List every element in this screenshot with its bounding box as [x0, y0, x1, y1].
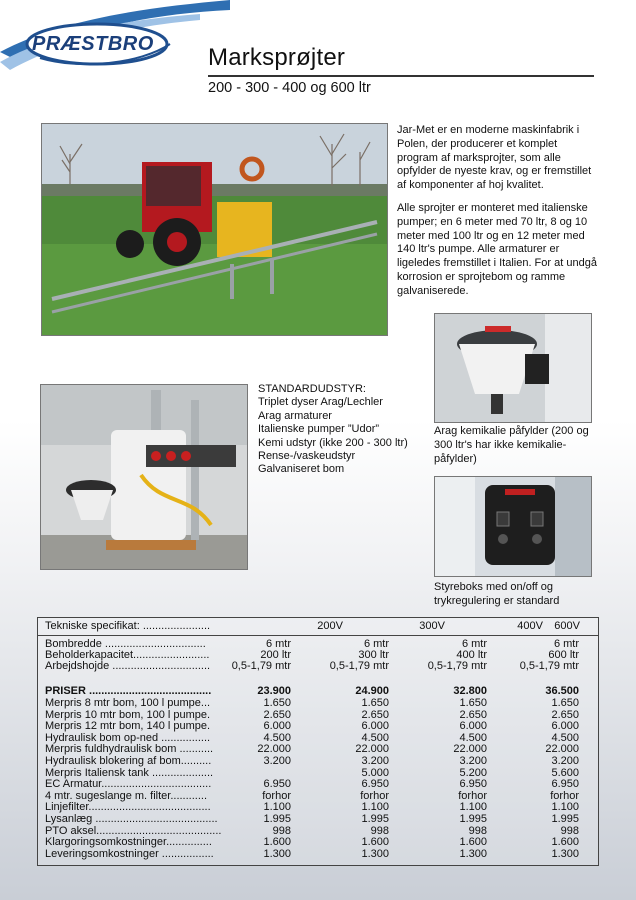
page-subtitle: 200 - 300 - 400 og 600 ltr	[208, 80, 371, 96]
row-label: EC Armatur....................................	[45, 779, 212, 791]
row-value-col-2: 4.500	[361, 731, 389, 744]
row-value-col-3: 22.000	[453, 743, 487, 756]
row-label: Beholderkapacitet.........................	[45, 650, 210, 662]
chemical-filler-caption: Arag kemikalie påfylder (200 og 300 ltr's har ikke kemikalie-påfylder)	[434, 425, 589, 465]
row-value-col-2: 1.300	[361, 847, 389, 860]
table-row	[38, 802, 598, 814]
row-value-col-2: 2.650	[361, 708, 389, 721]
row-value-col-3: 1.300	[459, 847, 487, 860]
row-label: Bombredde .................................	[45, 639, 206, 650]
standard-equipment-item: Galvaniseret bom	[258, 463, 345, 476]
tractor-sprayer-photo	[41, 123, 388, 336]
row-value-col-4: 2.650	[551, 708, 579, 721]
row-value-col-2: 998	[370, 824, 389, 837]
standard-equipment-item: Triplet dyser Arag/Lechler	[258, 396, 383, 409]
row-value-col-3: 400 ltr	[456, 649, 487, 662]
row-value-col-4: 5.600	[551, 766, 579, 779]
row-value-col-2: 1.100	[361, 801, 389, 814]
standard-equipment-heading: STANDARDUDSTYR:	[258, 383, 366, 395]
row-label: Lysanlæg ........................................	[45, 814, 218, 825]
row-value-col-1: 1.600	[263, 836, 291, 849]
row-label: Leveringsomkostninger .................	[45, 848, 214, 860]
standard-equipment-item: Arag armaturer	[258, 409, 332, 422]
control-box-caption: Styreboks med on/off og trykregulering er standard	[434, 581, 560, 607]
row-label: Klargoringsomkostninger...............	[45, 837, 212, 849]
row-value-col-4: 6.000	[551, 720, 579, 733]
price-600v: 36.500	[545, 685, 579, 697]
row-value-col-2: 1.995	[361, 813, 389, 825]
row-label: Merpris Italiensk tank ....................	[45, 767, 214, 779]
row-value-col-1: 2.650	[263, 708, 291, 721]
row-value-col-3: 1.995	[459, 813, 487, 825]
row-value-col-4: 6.950	[551, 778, 579, 791]
column-header-400v: 400V	[517, 620, 543, 632]
table-row	[38, 650, 598, 662]
row-value-col-2: 300 ltr	[358, 649, 389, 662]
row-value-col-3: 1.600	[459, 836, 487, 849]
specs-header-row	[38, 621, 598, 633]
row-value-col-4: 1.650	[551, 697, 579, 709]
row-value-col-1: forhor	[262, 789, 291, 802]
price-400v: 32.800	[453, 685, 487, 697]
intro-paragraph-2: Alle sprojter er monteret med italienske pumper; en 6 meter med 70 ltr, 8 og 10 meter med 100 ltr og en 12 meter med 140 ltr's pumpe. Alle armaturer er ligeledes fremstillet i Italien. For at undgå korrosion er sprojtebom og ramme galvaniserede.	[397, 201, 597, 297]
row-value-col-2: 1.600	[361, 836, 389, 849]
row-value-col-2: forhor	[360, 789, 389, 802]
row-value-col-4: 6 mtr	[553, 638, 579, 650]
table-row	[38, 698, 598, 710]
row-value-col-3: 2.650	[459, 708, 487, 721]
intro-paragraph-1: Jar-Met er en moderne maskinfabrik i Polen, der producerer et komplet program af marksprojter, som alle opfylder de nyeste krav, og er fremstillet af komponenter af hoj kvalitet.	[397, 124, 592, 192]
row-value-col-3: 3.200	[459, 755, 487, 767]
row-value-col-1: 1.995	[263, 813, 291, 825]
row-value-col-4: 1.300	[551, 847, 579, 860]
row-label: Merpris 10 mtr bom, 100 l pumpe.	[45, 709, 211, 721]
row-value-col-4: 3.200	[551, 755, 579, 767]
row-value-col-2: 6.000	[361, 720, 389, 733]
table-row	[38, 837, 598, 849]
prices-label: PRISER ........................................	[45, 686, 212, 697]
table-row	[38, 661, 598, 673]
row-value-col-4: 1.600	[551, 836, 579, 849]
row-label: PTO aksel.........................................	[45, 825, 222, 837]
table-row	[38, 768, 598, 780]
table-row	[38, 826, 598, 838]
row-value-col-1: 22.000	[257, 743, 291, 756]
chemical-filler-photo	[434, 313, 592, 423]
row-value-col-3: 0,5-1,79 mtr	[427, 660, 487, 673]
row-value-col-4: 0,5-1,79 mtr	[519, 660, 579, 673]
row-value-col-4: 22.000	[545, 743, 579, 756]
row-value-col-3: 4.500	[459, 731, 487, 744]
row-value-col-4: 1.100	[551, 801, 579, 814]
row-label: Merpris 8 mtr bom, 100 l pumpe...	[45, 698, 211, 709]
row-label: Merpris 12 mtr bom, 140 l pumpe.	[45, 721, 211, 733]
standard-equipment-item: Rense-/vaskeudstyr	[258, 450, 356, 463]
row-value-col-3: 6 mtr	[461, 638, 487, 650]
table-row	[38, 733, 598, 745]
table-row	[38, 849, 598, 861]
sprayer-rear-photo	[40, 384, 248, 570]
row-value-col-2: 3.200	[361, 755, 389, 767]
standard-equipment-list	[258, 383, 408, 477]
row-value-col-3: 6.950	[459, 778, 487, 791]
table-row	[38, 639, 598, 651]
table-row	[38, 814, 598, 826]
row-value-col-1: 1.100	[263, 801, 291, 814]
intro-text	[397, 124, 597, 308]
row-value-col-4: 600 ltr	[548, 649, 579, 662]
row-value-col-2: 1.650	[361, 697, 389, 709]
row-value-col-4: forhor	[550, 789, 579, 802]
table-row	[38, 710, 598, 722]
row-value-col-1: 6.950	[263, 778, 291, 791]
row-value-col-3: forhor	[458, 789, 487, 802]
row-label: Linjefilter........................................	[45, 802, 211, 814]
table-row	[38, 744, 598, 756]
row-value-col-3: 998	[468, 824, 487, 837]
row-label: Hydraulisk bom op-ned ................	[45, 732, 211, 744]
row-value-col-2: 0,5-1,79 mtr	[329, 660, 389, 673]
row-value-col-4: 4.500	[551, 731, 579, 744]
control-box-photo	[434, 476, 592, 577]
row-label: 4 mtr. sugeslange m. filter............	[45, 790, 208, 802]
title-divider	[208, 75, 594, 77]
row-value-col-1: 3.200	[263, 755, 291, 767]
table-row	[38, 779, 598, 791]
row-label: Arbejdshojde ................................	[45, 661, 211, 673]
row-value-col-1: 1.300	[263, 847, 291, 860]
column-header-600v: 600V	[554, 620, 580, 632]
row-value-col-1: 200 ltr	[260, 649, 291, 662]
logo-text: PRÆSTBRO	[32, 33, 154, 55]
table-row	[38, 756, 598, 768]
row-value-col-2: 6.950	[361, 778, 389, 791]
table-row	[38, 721, 598, 733]
specs-header-label: Tekniske specifikat: ......................	[45, 621, 211, 632]
table-row	[38, 791, 598, 803]
price-200v: 23.900	[257, 685, 291, 697]
row-value-col-1: 6 mtr	[265, 638, 291, 650]
specs-header-divider	[38, 635, 598, 636]
row-value-col-2: 5.000	[361, 766, 389, 779]
row-value-col-4: 1.995	[551, 813, 579, 825]
column-header-300v: 300V	[419, 620, 445, 632]
standard-equipment-item: Kemi udstyr (ikke 200 - 300 ltr)	[258, 436, 408, 449]
price-300v: 24.900	[355, 685, 389, 697]
column-header-200v: 200V	[317, 620, 343, 632]
row-label: Hydraulisk blokering af bom..........	[45, 756, 212, 767]
row-value-col-3: 1.100	[459, 801, 487, 814]
row-value-col-2: 6 mtr	[363, 638, 389, 650]
row-value-col-1: 0,5-1,79 mtr	[231, 660, 291, 673]
row-value-col-1: 1.650	[263, 697, 291, 709]
page-title: Marksprøjter	[208, 44, 346, 71]
row-value-col-4: 998	[560, 824, 579, 837]
row-value-col-1: 998	[272, 824, 291, 837]
row-value-col-3: 5.200	[459, 766, 487, 779]
row-value-col-3: 6.000	[459, 720, 487, 733]
standard-equipment-item: Italienske pumper ”Udor”	[258, 423, 380, 436]
row-label: Merpris fuldhydraulisk bom ...........	[45, 744, 214, 756]
specs-price-table	[37, 617, 599, 866]
row-value-col-1: 6.000	[263, 720, 291, 733]
prices-row	[38, 686, 598, 698]
row-value-col-3: 1.650	[459, 697, 487, 709]
row-value-col-1: 4.500	[263, 731, 291, 744]
row-value-col-2: 22.000	[355, 743, 389, 756]
